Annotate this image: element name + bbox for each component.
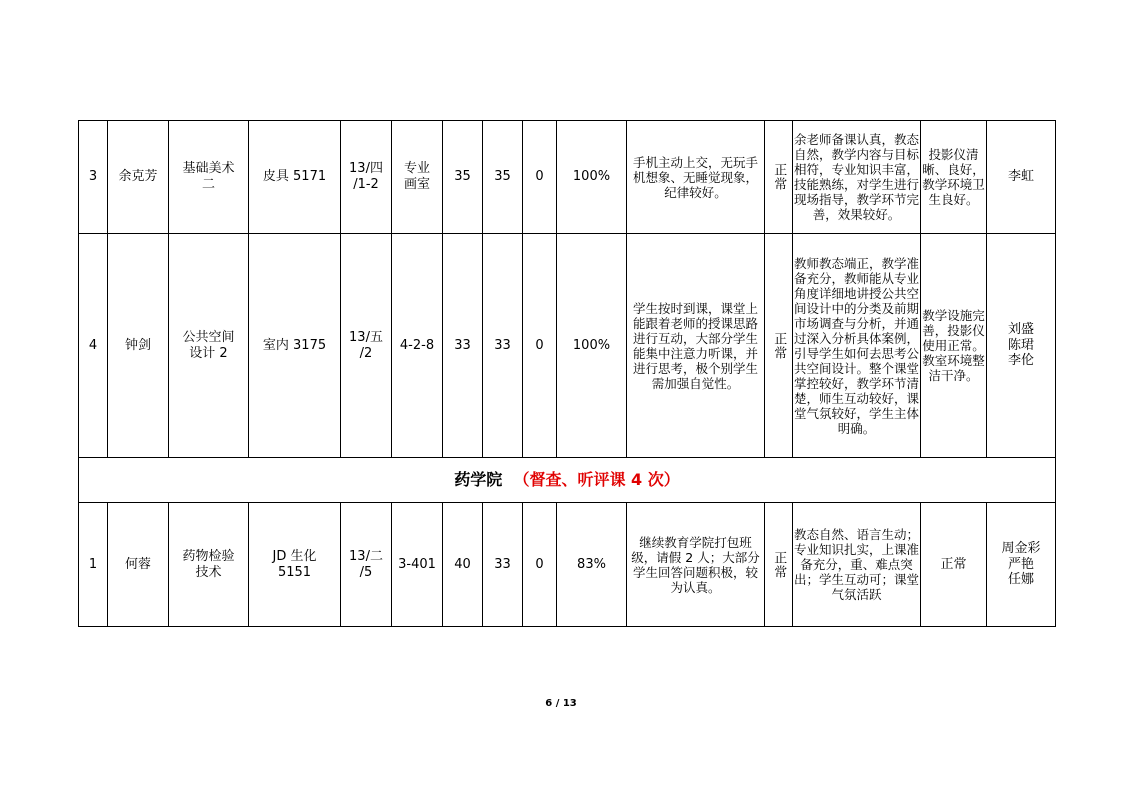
attendance-rate: 100% xyxy=(557,121,627,234)
present-count: 35 xyxy=(483,121,523,234)
status-text: 正常 xyxy=(771,163,787,191)
status-cell xyxy=(765,503,793,627)
section-title: 药学院 xyxy=(454,470,503,490)
class-time: 13/四 /1-2 xyxy=(341,121,392,234)
attendance-rate: 100% xyxy=(557,234,627,458)
status-text: 正常 xyxy=(771,550,787,579)
row-number: 4 xyxy=(79,234,108,458)
classroom: 4-2-8 xyxy=(392,234,443,458)
status-text: 正常 xyxy=(771,331,787,360)
student-comment: 学生按时到课，课堂上能跟着老师的授课思路进行互动，大部分学生能集中注意力听课，并进行思考，极个别学生需加强自觉性。 xyxy=(627,234,765,458)
status-cell xyxy=(765,234,793,458)
class-time: 13/五 /2 xyxy=(341,234,392,458)
environment-comment: 正常 xyxy=(921,503,987,627)
class-time: 13/二 /5 xyxy=(341,503,392,627)
section-header-row xyxy=(79,458,1056,503)
absent-count: 0 xyxy=(523,234,557,458)
table-row xyxy=(79,234,1056,458)
enrolled-count: 33 xyxy=(443,234,483,458)
evaluators: 李虹 xyxy=(987,121,1056,234)
student-comment: 继续教育学院打包班级，请假 2 人；大部分学生回答问题积极，较为认真。 xyxy=(627,503,765,627)
teacher-name: 钟剑 xyxy=(108,234,169,458)
environment-comment: 投影仪清晰、良好，教学环境卫生良好。 xyxy=(921,121,987,234)
attendance-rate: 83% xyxy=(557,503,627,627)
section-note: （督查、听评课 4 次） xyxy=(513,470,680,490)
row-number: 3 xyxy=(79,121,108,234)
teaching-comment: 教师教态端正，教学准备充分，教师能从专业角度详细地讲授公共空间设计中的分类及前期市场调查与分析，并通过深入分析具体案例，引导学生如何去思考公共空间设计。整个课堂掌控较好，教学环节清楚，师生互动较好，课堂气氛较好，学生主体明确。 xyxy=(793,234,921,458)
class-name: 皮具 5171 xyxy=(249,121,341,234)
supervision-table xyxy=(78,120,1056,627)
teaching-comment: 余老师备课认真，教态自然，教学内容与目标相符，专业知识丰富，技能熟练，对学生进行现场指导，教学环节完善，效果较好。 xyxy=(793,121,921,234)
environment-comment: 教学设施完善，投影仪使用正常。教室环境整洁干净。 xyxy=(921,234,987,458)
enrolled-count: 35 xyxy=(443,121,483,234)
class-name: JD 生化 5151 xyxy=(249,503,341,627)
status-cell xyxy=(765,121,793,234)
classroom: 专业 画室 xyxy=(392,121,443,234)
course-name: 基础美术 二 xyxy=(169,121,249,234)
student-comment: 手机主动上交，无玩手机想象、无睡觉现象，纪律较好。 xyxy=(627,121,765,234)
row-number: 1 xyxy=(79,503,108,627)
enrolled-count: 40 xyxy=(443,503,483,627)
present-count: 33 xyxy=(483,234,523,458)
section-header xyxy=(79,458,1056,503)
absent-count: 0 xyxy=(523,121,557,234)
page-number: 6 / 13 xyxy=(545,698,577,709)
table-row xyxy=(79,121,1056,234)
teacher-name: 何蓉 xyxy=(108,503,169,627)
table-row xyxy=(79,503,1056,627)
teacher-name: 余克芳 xyxy=(108,121,169,234)
classroom: 3-401 xyxy=(392,503,443,627)
evaluators: 刘盛 陈珺 李伦 xyxy=(987,234,1056,458)
evaluators: 周金彩 严艳 任娜 xyxy=(987,503,1056,627)
course-name: 公共空间 设计 2 xyxy=(169,234,249,458)
class-name: 室内 3175 xyxy=(249,234,341,458)
teaching-comment: 教态自然、语言生动；专业知识扎实，上课准备充分，重、难点突出；学生互动可；课堂气氛活跃 xyxy=(793,503,921,627)
absent-count: 0 xyxy=(523,503,557,627)
present-count: 33 xyxy=(483,503,523,627)
course-name: 药物检验 技术 xyxy=(169,503,249,627)
